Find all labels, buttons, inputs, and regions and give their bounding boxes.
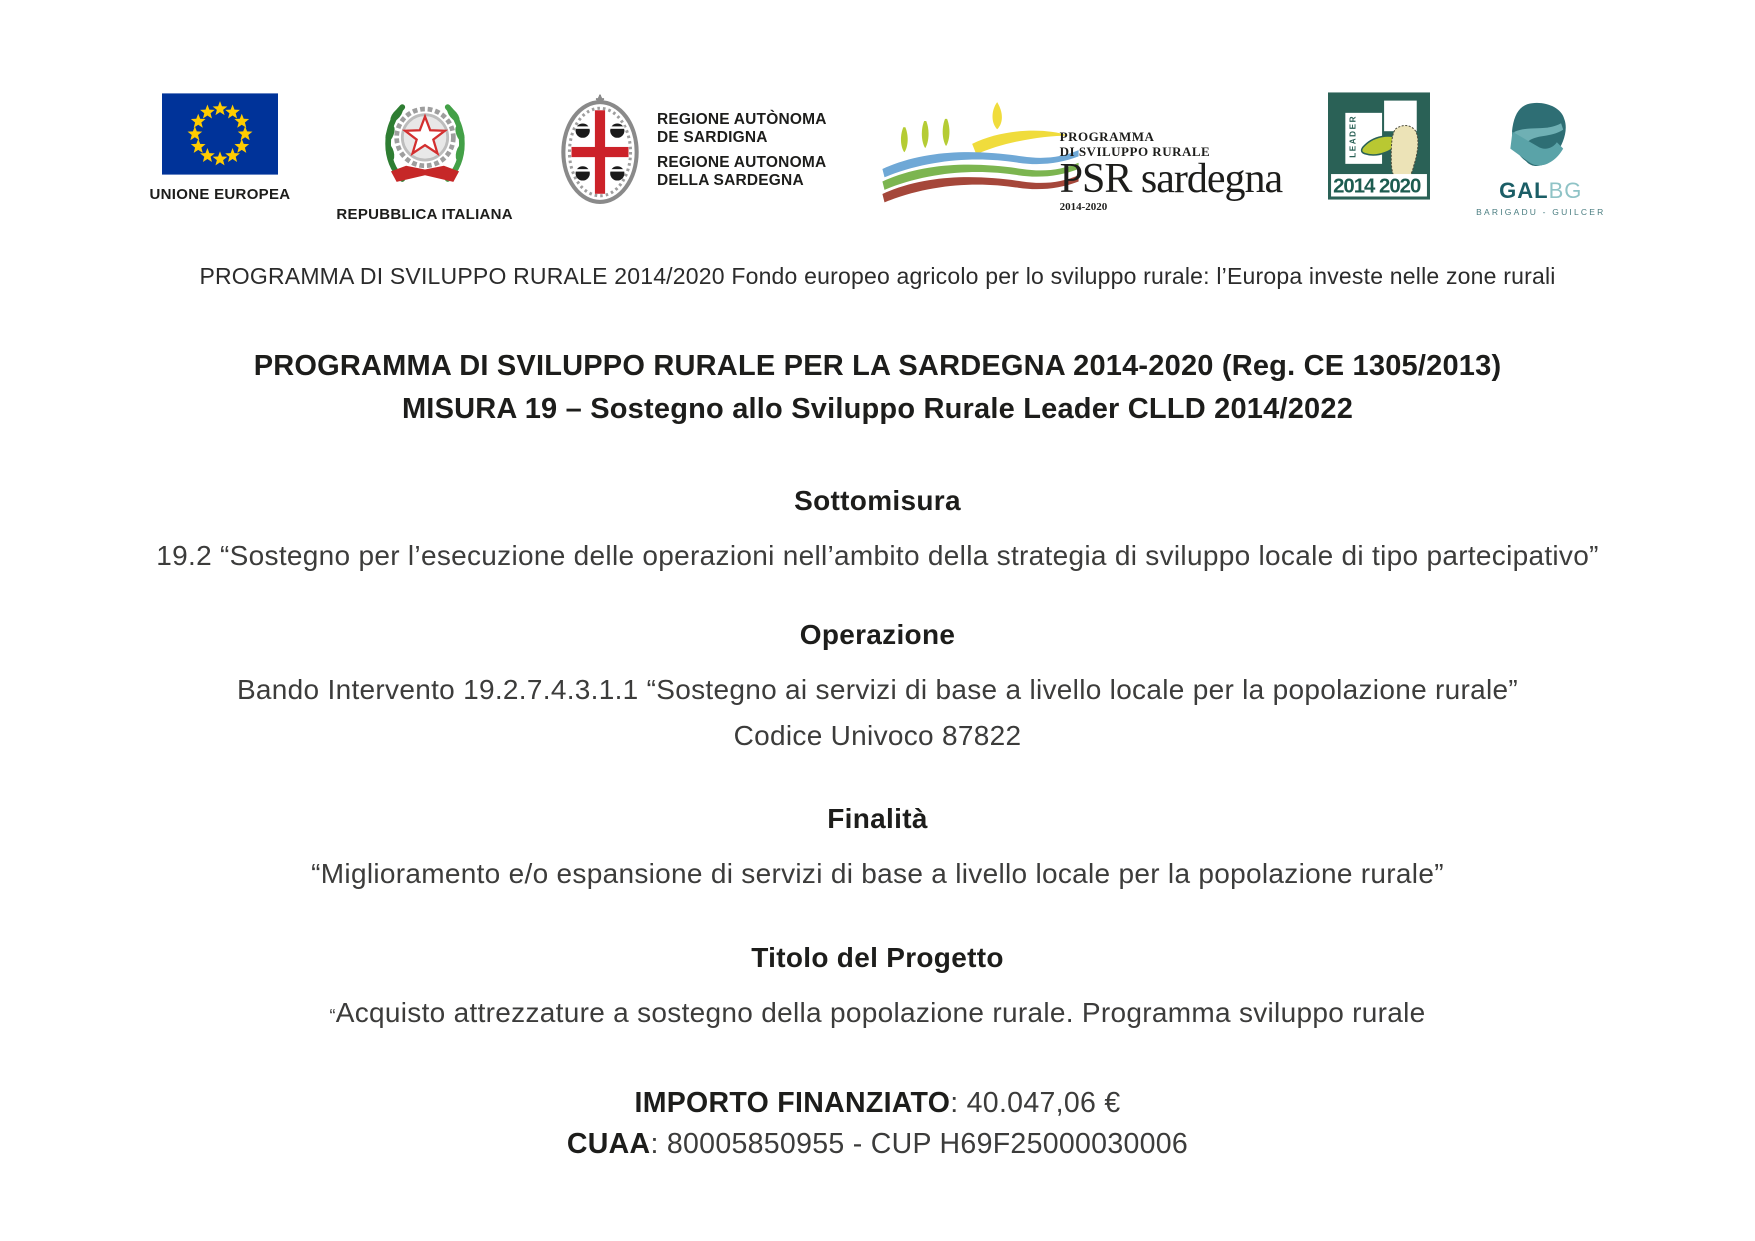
italy-logo-block <box>336 92 513 223</box>
galbg-name <box>1499 178 1582 204</box>
galbg-name-dark: GAL <box>1499 178 1549 203</box>
cuaa-label: CUAA <box>566 1128 651 1160</box>
leader-year-right: 2020 <box>1379 175 1421 198</box>
sottomisura-heading: Sottomisura <box>794 485 961 516</box>
operazione-line1: Bando Intervento 19.2.7.4.3.1.1 “Sostegno ai servizi di base a livello locale per la popolazione rurale” <box>236 674 1519 705</box>
galbg-map-icon <box>1504 100 1578 174</box>
galbg-logo-block <box>1476 100 1605 217</box>
importo-value: : 40.047,06 € <box>950 1087 1121 1119</box>
logo-banner <box>0 0 1755 223</box>
program-title-line1: PROGRAMMA DI SVILUPPO RURALE PER LA SARDEGNA 2014-2020 (Reg. CE 1305/2013) <box>253 350 1502 382</box>
titolo-text: Acquisto attrezzature a sostegno della popolazione rurale. Programma sviluppo rurale <box>335 997 1426 1028</box>
financing-block <box>128 1083 1628 1165</box>
psr-line2: DI SVILUPPO RURALE <box>1059 144 1211 159</box>
leader-logo-icon <box>1328 92 1430 200</box>
sardinia-coat-of-arms-icon <box>559 94 641 206</box>
italy-logo-label: REPUBBLICA ITALIANA <box>336 206 513 223</box>
importo-line <box>128 1083 1628 1124</box>
italy-emblem-icon <box>377 92 473 196</box>
psr-main-title: PSR sardegna <box>1059 156 1283 202</box>
leader-logo-block <box>1328 92 1430 200</box>
sardinia-line1: REGIONE AUTÒNOMA <box>656 110 827 128</box>
eu-flag-icon <box>162 92 278 176</box>
titolo-progetto-heading: Titolo del Progetto <box>751 942 1004 973</box>
program-title-line2: MISURA 19 – Sostegno allo Sviluppo Rurale Leader CLLD 2014/2022 <box>401 393 1354 425</box>
sardinia-line3: REGIONE AUTONOMA <box>656 153 827 171</box>
finalita-body: “Miglioramento e/o espansione di servizi di base a livello locale per la popolazione rurale” <box>311 858 1444 889</box>
sardinia-region-name <box>657 111 827 190</box>
psr-logo-block <box>873 98 1283 218</box>
operazione-heading: Operazione <box>799 619 956 650</box>
funding-banner-line: PROGRAMMA DI SVILUPPO RURALE 2014/2020 Fondo europeo agricolo per lo sviluppo rurale: l’Europa investe nelle zone rurali <box>199 263 1556 289</box>
galbg-name-light: BG <box>1548 178 1583 203</box>
psr-waves-icon <box>873 98 1088 218</box>
cuaa-value: : 80005850955 - CUP H69F25000030006 <box>650 1128 1189 1160</box>
title-block <box>128 345 1628 431</box>
finalita-heading: Finalità <box>827 803 928 834</box>
titolo-open-quote: “ <box>329 1006 336 1026</box>
sardinia-line2: DE SARDIGNA <box>656 128 768 146</box>
operazione-body <box>148 667 1608 759</box>
psr-years: 2014-2020 <box>1059 201 1108 213</box>
galbg-subtitle: BARIGADU - GUILCER <box>1476 207 1606 217</box>
main-content <box>128 345 1628 1165</box>
cuaa-line <box>128 1124 1628 1165</box>
psr-line1: PROGRAMMA <box>1059 129 1155 144</box>
eu-logo-label: UNIONE EUROPEA <box>149 186 291 203</box>
titolo-progetto-body <box>148 990 1608 1039</box>
leader-vertical-text: LEADER <box>1348 115 1358 158</box>
psr-logo-text <box>1060 129 1283 213</box>
sardinia-logo-block <box>559 94 827 206</box>
leader-year-left: 2014 <box>1333 175 1375 198</box>
sottomisura-body: 19.2 “Sostegno per l’esecuzione delle operazioni nell’ambito della strategia di sviluppo locale di tipo partecipativo” <box>156 540 1599 571</box>
operazione-line2: Codice Univoco 87822 <box>733 720 1022 751</box>
eu-logo-block <box>150 92 291 203</box>
sardinia-line4: DELLA SARDEGNA <box>656 171 804 189</box>
importo-label: IMPORTO FINANZIATO <box>634 1087 951 1119</box>
